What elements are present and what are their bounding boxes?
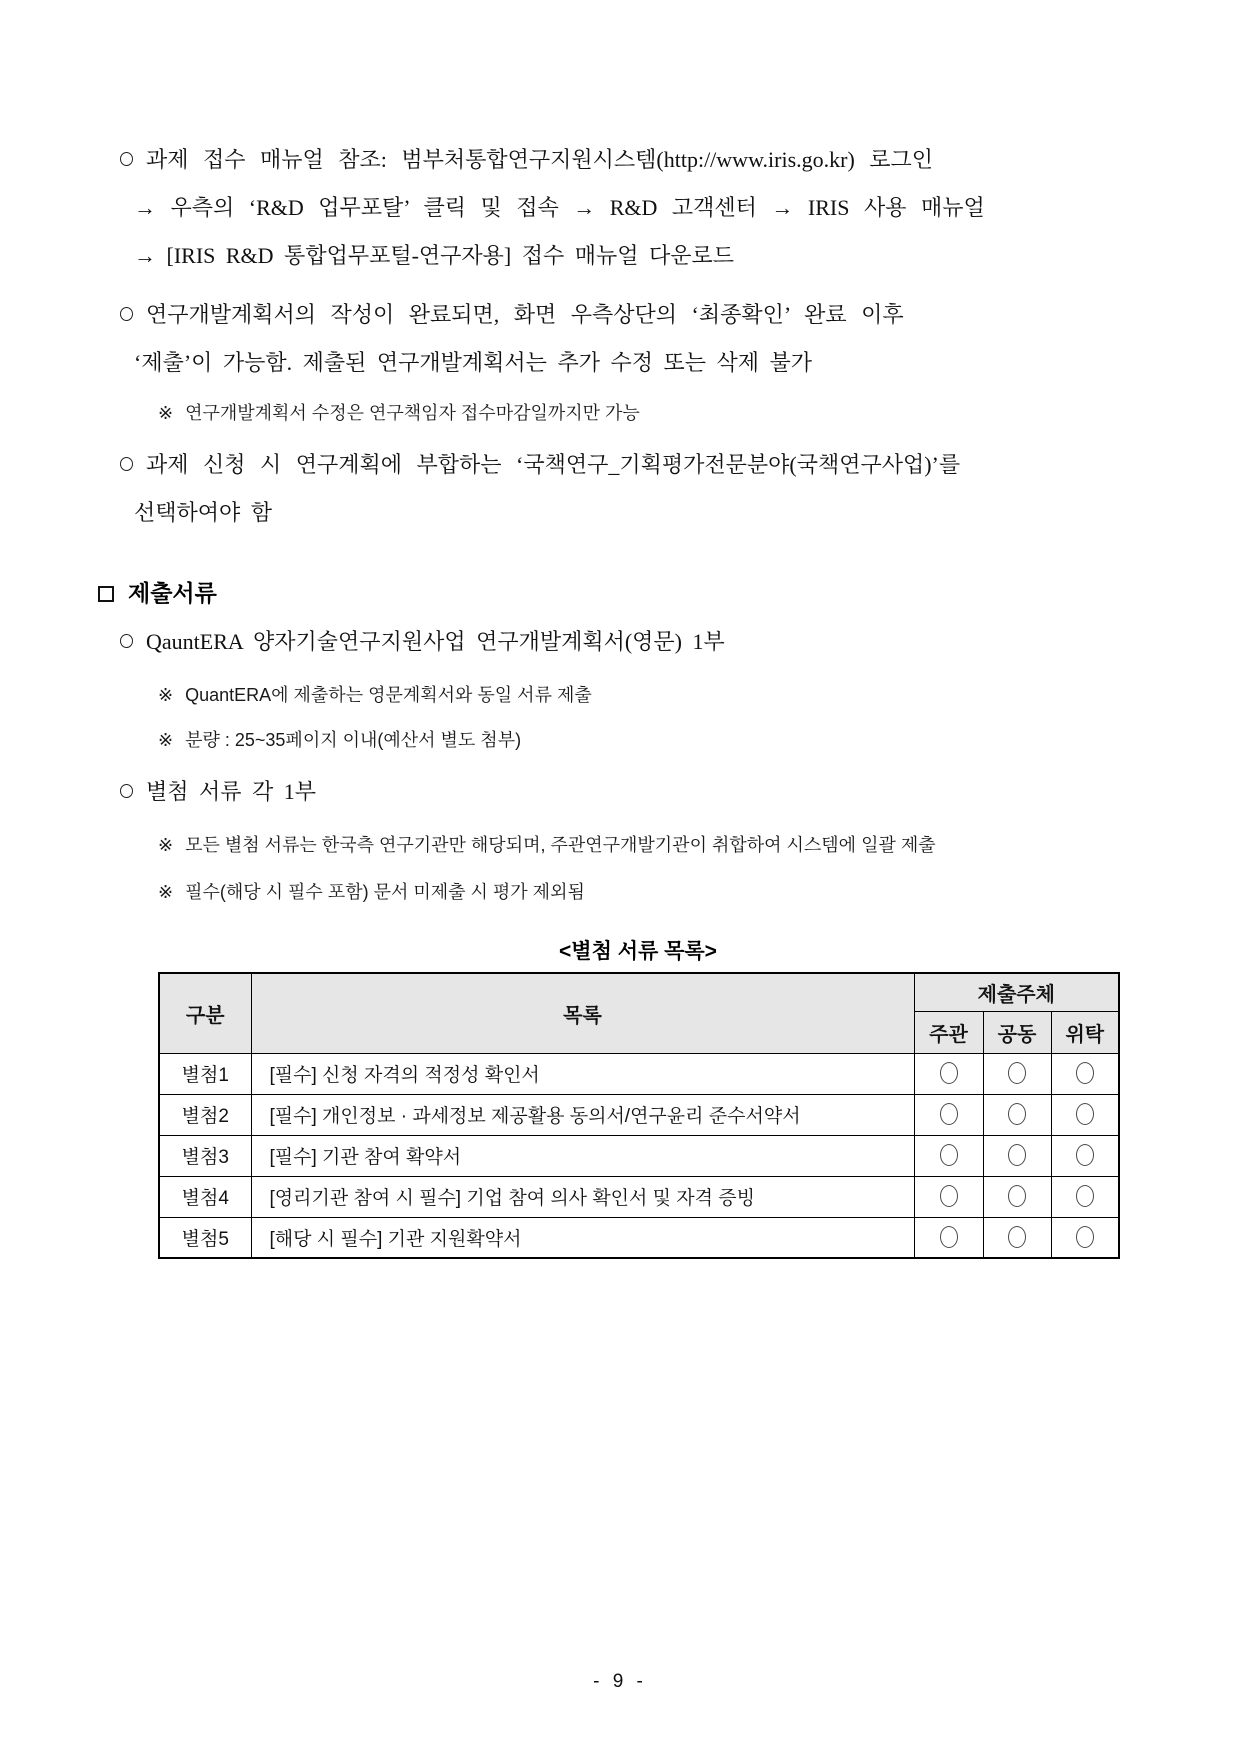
bullet-circle-icon — [120, 307, 133, 321]
joint-mark-cell — [983, 1094, 1051, 1135]
empty-circle-mark-icon — [1076, 1144, 1094, 1166]
empty-circle-mark-icon — [940, 1062, 958, 1084]
row-item: [영리기관 참여 시 필수] 기업 참여 의사 확인서 및 자격 증빙 — [251, 1176, 914, 1217]
page-number: - 9 - — [593, 1671, 647, 1692]
empty-circle-mark-icon — [1008, 1226, 1026, 1248]
bullet-manual-text2: → 우측의 ‘R&D 업무포탈’ 클릭 및 접속 → R&D 고객센터 → IRIS 사용 매뉴얼 — [134, 195, 985, 220]
bullet-plan-line2 — [0, 339, 1240, 387]
lead-mark-cell — [914, 1094, 983, 1135]
consign-mark-cell — [1051, 1053, 1119, 1094]
row-item: [해당 시 필수] 기관 지원확약서 — [251, 1217, 914, 1258]
col-header-submitter: 제출주체 — [914, 973, 1119, 1011]
note-quantera-pages-text: 분량 : 25~35페이지 이내(예산서 별도 첨부) — [185, 730, 522, 750]
bullet-attachments — [0, 768, 1240, 816]
table-row-attachment-2 — [159, 1094, 1119, 1135]
empty-circle-mark-icon — [1008, 1144, 1026, 1166]
reference-mark-icon: ※ — [158, 882, 174, 902]
note-quantera-pages — [0, 720, 1240, 760]
lead-mark-cell — [914, 1053, 983, 1094]
row-item: [필수] 개인정보 · 과세정보 제공활용 동의서/연구윤리 준수서약서 — [251, 1094, 914, 1135]
joint-mark-cell — [983, 1135, 1051, 1176]
joint-mark-cell — [983, 1217, 1051, 1258]
lead-mark-cell — [914, 1176, 983, 1217]
empty-circle-mark-icon — [940, 1185, 958, 1207]
bullet-circle-icon — [120, 634, 133, 648]
bullet-circle-icon — [120, 457, 133, 471]
note-attachments-korea-text: 모든 별첨 서류는 한국측 연구기관만 해당되며, 주관연구개발기관이 취합하여 시스템에 일괄 제출 — [185, 835, 936, 855]
row-category: 별첨3 — [159, 1135, 251, 1176]
section-heading-submission-docs — [0, 569, 1240, 617]
table-row-attachment-3 — [159, 1135, 1119, 1176]
note-attachments-required-text: 필수(해당 시 필수 포함) 문서 미제출 시 평가 제외됨 — [185, 882, 585, 902]
row-item: [필수] 기관 참여 확약서 — [251, 1135, 914, 1176]
bullet-plan-line1 — [0, 291, 1240, 339]
bullet-field-line1 — [0, 441, 1240, 489]
consign-mark-cell — [1051, 1135, 1119, 1176]
empty-circle-mark-icon — [940, 1144, 958, 1166]
bullet-manual-line2 — [0, 184, 1240, 232]
bullet-plan-text1: 연구개발계획서의 작성이 완료되면, 화면 우측상단의 ‘최종확인’ 완료 이후 — [146, 302, 904, 327]
attachment-doc-table — [158, 972, 1120, 1259]
reference-mark-icon: ※ — [158, 685, 174, 705]
empty-circle-mark-icon — [940, 1103, 958, 1125]
bullet-quantera — [0, 618, 1240, 666]
joint-mark-cell — [983, 1176, 1051, 1217]
consign-mark-cell — [1051, 1217, 1119, 1258]
bullet-manual-line3 — [0, 232, 1240, 280]
col-header-joint: 공동 — [983, 1011, 1051, 1053]
bullet-manual-line1 — [0, 0, 1240, 184]
row-item: [필수] 신청 자격의 적정성 확인서 — [251, 1053, 914, 1094]
note-quantera-same-doc — [0, 675, 1240, 715]
empty-circle-mark-icon — [1076, 1103, 1094, 1125]
note-attachments-korea — [0, 825, 1240, 865]
col-header-lead: 주관 — [914, 1011, 983, 1053]
note-quantera-same-doc-text: QuantERA에 제출하는 영문계획서와 동일 서류 제출 — [185, 685, 592, 705]
table-header-row-1 — [159, 973, 1119, 1011]
bullet-attachments-text: 별첨 서류 각 1부 — [146, 779, 317, 804]
empty-circle-mark-icon — [1008, 1185, 1026, 1207]
lead-mark-cell — [914, 1135, 983, 1176]
empty-circle-mark-icon — [1076, 1226, 1094, 1248]
row-category: 별첨5 — [159, 1217, 251, 1258]
empty-circle-mark-icon — [940, 1226, 958, 1248]
empty-circle-mark-icon — [1008, 1062, 1026, 1084]
row-category: 별첨2 — [159, 1094, 251, 1135]
table-row-attachment-5 — [159, 1217, 1119, 1258]
bullet-field-text1: 과제 신청 시 연구계획에 부합하는 ‘국책연구_기획평가전문분야(국책연구사업)’를 — [146, 452, 961, 477]
empty-circle-mark-icon — [1008, 1103, 1026, 1125]
note-attachments-required — [0, 872, 1240, 912]
note-plan-edit — [0, 393, 1240, 433]
bullet-circle-icon — [120, 152, 133, 166]
table-row-attachment-1 — [159, 1053, 1119, 1094]
bullet-field-text2: 선택하여야 함 — [134, 500, 273, 525]
attachment-table-title: <별첨 서류 목록> — [559, 940, 717, 963]
reference-mark-icon: ※ — [158, 730, 174, 750]
reference-mark-icon: ※ — [158, 403, 174, 423]
row-category: 별첨4 — [159, 1176, 251, 1217]
bullet-circle-icon — [120, 784, 133, 798]
bullet-field-line2 — [0, 489, 1240, 537]
col-header-category: 구분 — [159, 973, 251, 1053]
col-header-consign: 위탁 — [1051, 1011, 1119, 1053]
section-square-icon — [98, 586, 114, 602]
lead-mark-cell — [914, 1217, 983, 1258]
col-header-list: 목록 — [251, 973, 914, 1053]
table-row-attachment-4 — [159, 1176, 1119, 1217]
bullet-manual-text3: → [IRIS R&D 통합업무포털-연구자용] 접수 매뉴얼 다운로드 — [134, 243, 735, 268]
joint-mark-cell — [983, 1053, 1051, 1094]
bullet-plan-text2: ‘제출’이 가능함. 제출된 연구개발계획서는 추가 수정 또는 삭제 불가 — [134, 350, 812, 375]
consign-mark-cell — [1051, 1094, 1119, 1135]
bullet-manual-text1: 과제 접수 매뉴얼 참조: 범부처통합연구지원시스템(http://www.iris.go.kr) 로그인 — [146, 147, 934, 172]
bullet-quantera-text: QauntERA 양자기술연구지원사업 연구개발계획서(영문) 1부 — [146, 629, 725, 654]
empty-circle-mark-icon — [1076, 1185, 1094, 1207]
reference-mark-icon: ※ — [158, 835, 174, 855]
row-category: 별첨1 — [159, 1053, 251, 1094]
consign-mark-cell — [1051, 1176, 1119, 1217]
empty-circle-mark-icon — [1076, 1062, 1094, 1084]
note-plan-edit-text: 연구개발계획서 수정은 연구책임자 접수마감일까지만 가능 — [185, 403, 640, 423]
section-heading-text: 제출서류 — [128, 580, 217, 606]
